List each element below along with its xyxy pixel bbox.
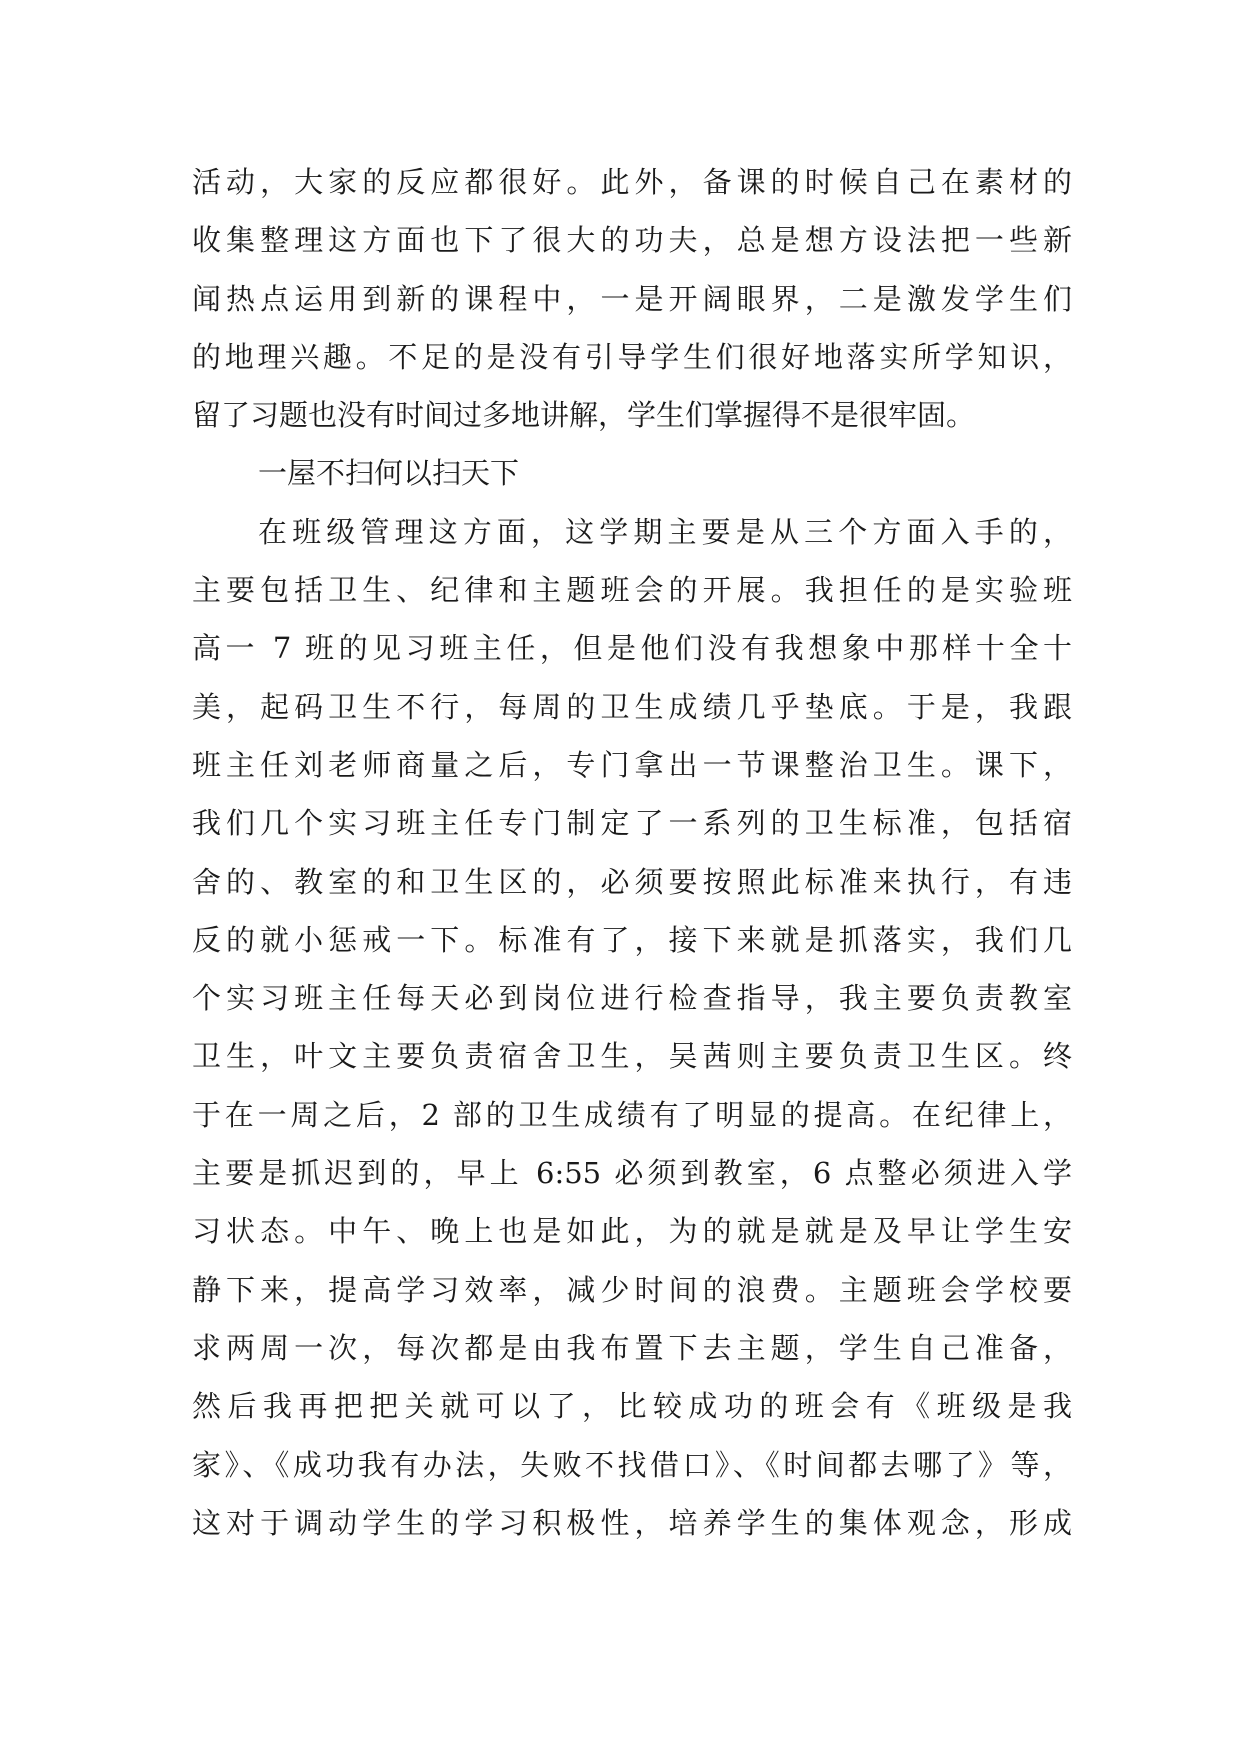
text-line: 的地理兴趣。不足的是没有引导学生们很好地落实所学知识， — [192, 339, 1072, 374]
text-line: 静下来，提高学习效率，减少时间的浪费。主题班会学校要 — [192, 1272, 1072, 1307]
text-line: 我们几个实习班主任专门制定了一系列的卫生标准，包括宿 — [192, 806, 1072, 841]
text-line: 活动，大家的反应都很好。此外，备课的时候自己在素材的 — [192, 165, 1072, 199]
text-line: 然后我再把把关就可以了，比较成功的班会有《班级是我 — [192, 1389, 1072, 1424]
text-line: 收集整理这方面也下了很大的功夫，总是想方设法把一些新 — [192, 223, 1072, 258]
text-line: 于在一周之后，2 部的卫生成绩有了明显的提高。在纪律上， — [192, 1097, 1072, 1132]
text-line: 主要包括卫生、纪律和主题班会的开展。我担任的是实验班 — [192, 573, 1072, 608]
text-line: 习状态。中午、晚上也是如此，为的就是就是及早让学生安 — [192, 1214, 1072, 1249]
body-text — [192, 153, 1072, 1552]
text-line: 反的就小惩戒一下。标准有了，接下来就是抓落实，我们几 — [192, 922, 1072, 957]
text-line: 班主任刘老师商量之后，专门拿出一节课整治卫生。课下， — [192, 747, 1072, 782]
text-line: 求两周一次，每次都是由我布置下去主题，学生自己准备， — [192, 1330, 1072, 1365]
text-line: 留了习题也没有时间过多地讲解，学生们掌握得不是很牢固。 — [192, 398, 976, 433]
text-line: 闻热点运用到新的课程中，一是开阔眼界，二是激发学生们 — [192, 281, 1072, 316]
section-heading: 一屋不扫何以扫天下 — [258, 456, 520, 491]
text-line: 在班级管理这方面，这学期主要是从三个方面入手的， — [258, 514, 1072, 549]
text-line: 高一 7 班的见习班主任，但是他们没有我想象中那样十全十 — [192, 631, 1072, 666]
text-line: 主要是抓迟到的，早上 6:55 必须到教室，6 点整必须进入学 — [192, 1156, 1072, 1191]
text-line: 舍的、教室的和卫生区的，必须要按照此标准来执行，有违 — [192, 864, 1072, 899]
text-line: 家》、《成功我有办法，失败不找借口》、《时间都去哪了》等， — [192, 1447, 1072, 1482]
text-line: 美，起码卫生不行，每周的卫生成绩几乎垫底。于是，我跟 — [192, 689, 1072, 724]
text-line: 这对于调动学生的学习积极性，培养学生的集体观念，形成 — [192, 1505, 1072, 1540]
text-line: 个实习班主任每天必到岗位进行检查指导，我主要负责教室 — [192, 981, 1072, 1016]
text-line: 卫生，叶文主要负责宿舍卫生，吴茜则主要负责卫生区。终 — [192, 1039, 1072, 1074]
